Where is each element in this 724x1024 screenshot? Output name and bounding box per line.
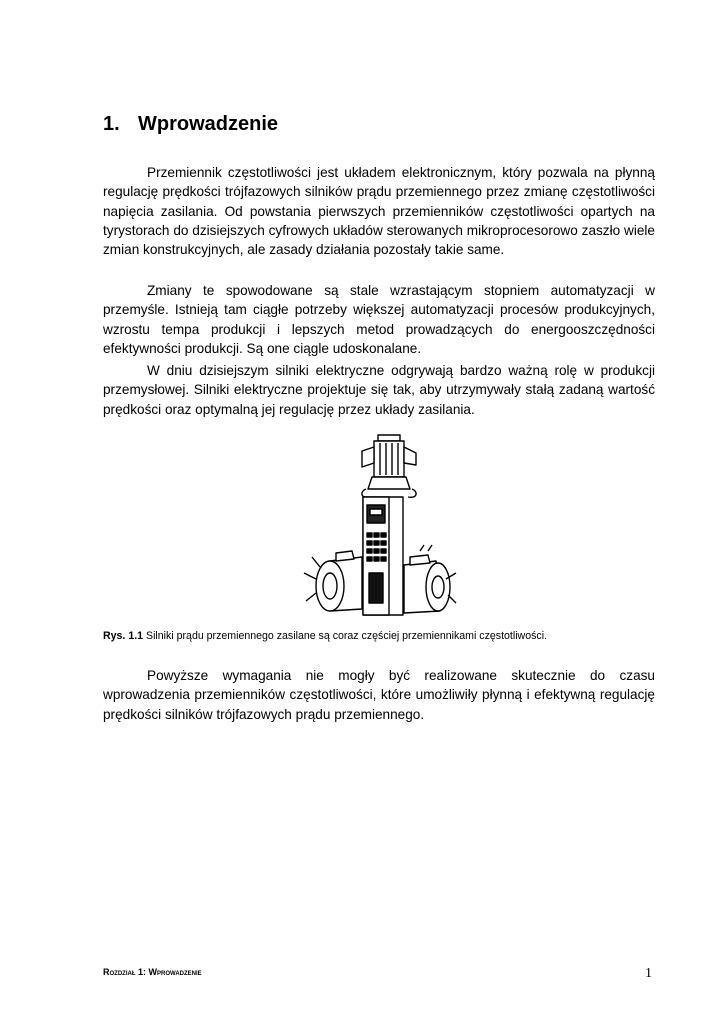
paragraph-automation: Zmiany te spowodowane są stale wzrastającym stopniem automatyzacji w przemyśle. Istnieją tam ciągłe potrzeby większej automatyzacji procesów produkcyjnych, wzrostu tempa produkcji i lepszych metod prowadzących do energooszczędności efektywności produkcji. Są one ciągle udoskonalane.: [103, 283, 655, 356]
chapter-heading: [103, 113, 278, 136]
paragraph-requirements: Powyższe wymagania nie mogły być realizowane skutecznie do czasu wprowadzenia przemienników częstotliwości, które umożliwiły płynną i efektywną regulację prędkości silników trójfazowych prądu przemiennego.: [103, 668, 655, 722]
figure-caption: [103, 630, 547, 642]
chapter-title: Wprowadzenie: [138, 113, 279, 135]
chapter-number: 1.: [103, 113, 120, 135]
figure-label: Rys. 1.1: [103, 630, 144, 642]
paragraph-intro: Przemiennik częstotliwości jest układem elektronicznym, który pozwala na płynną regulację prędkości trójfazowych silników prądu przemiennego przez zmianę częstotliwości napięcia zasilania. Od powstania pierwszych przemienników częstotliwości opartych na tyrystorach do dzisiejszych cyfrowych układów sterowanych mikroprocesorowo zaszło wiele zmian konstrukcyjnych, ale zasady działania pozostały takie same.: [103, 165, 655, 258]
motor-converter-illustration: [300, 433, 460, 621]
paragraph-motors: W dniu dzisiejszym silniki elektryczne odgrywają bardzo ważną rolę w produkcji przemysłowej. Silniki elektryczne projektuje się tak, aby utrzymywały stałą zadaną wartość prędkości oraz optymalną jej regulację przez układy zasilania.: [103, 363, 655, 417]
footer-chapter-title: Rozdział 1: Wprowadzenie: [103, 967, 202, 977]
page-number: 1: [645, 966, 652, 981]
figure-caption-text: Silniki prądu przemiennego zasilane są coraz częściej przemiennikami częstotliwości.: [146, 630, 547, 642]
